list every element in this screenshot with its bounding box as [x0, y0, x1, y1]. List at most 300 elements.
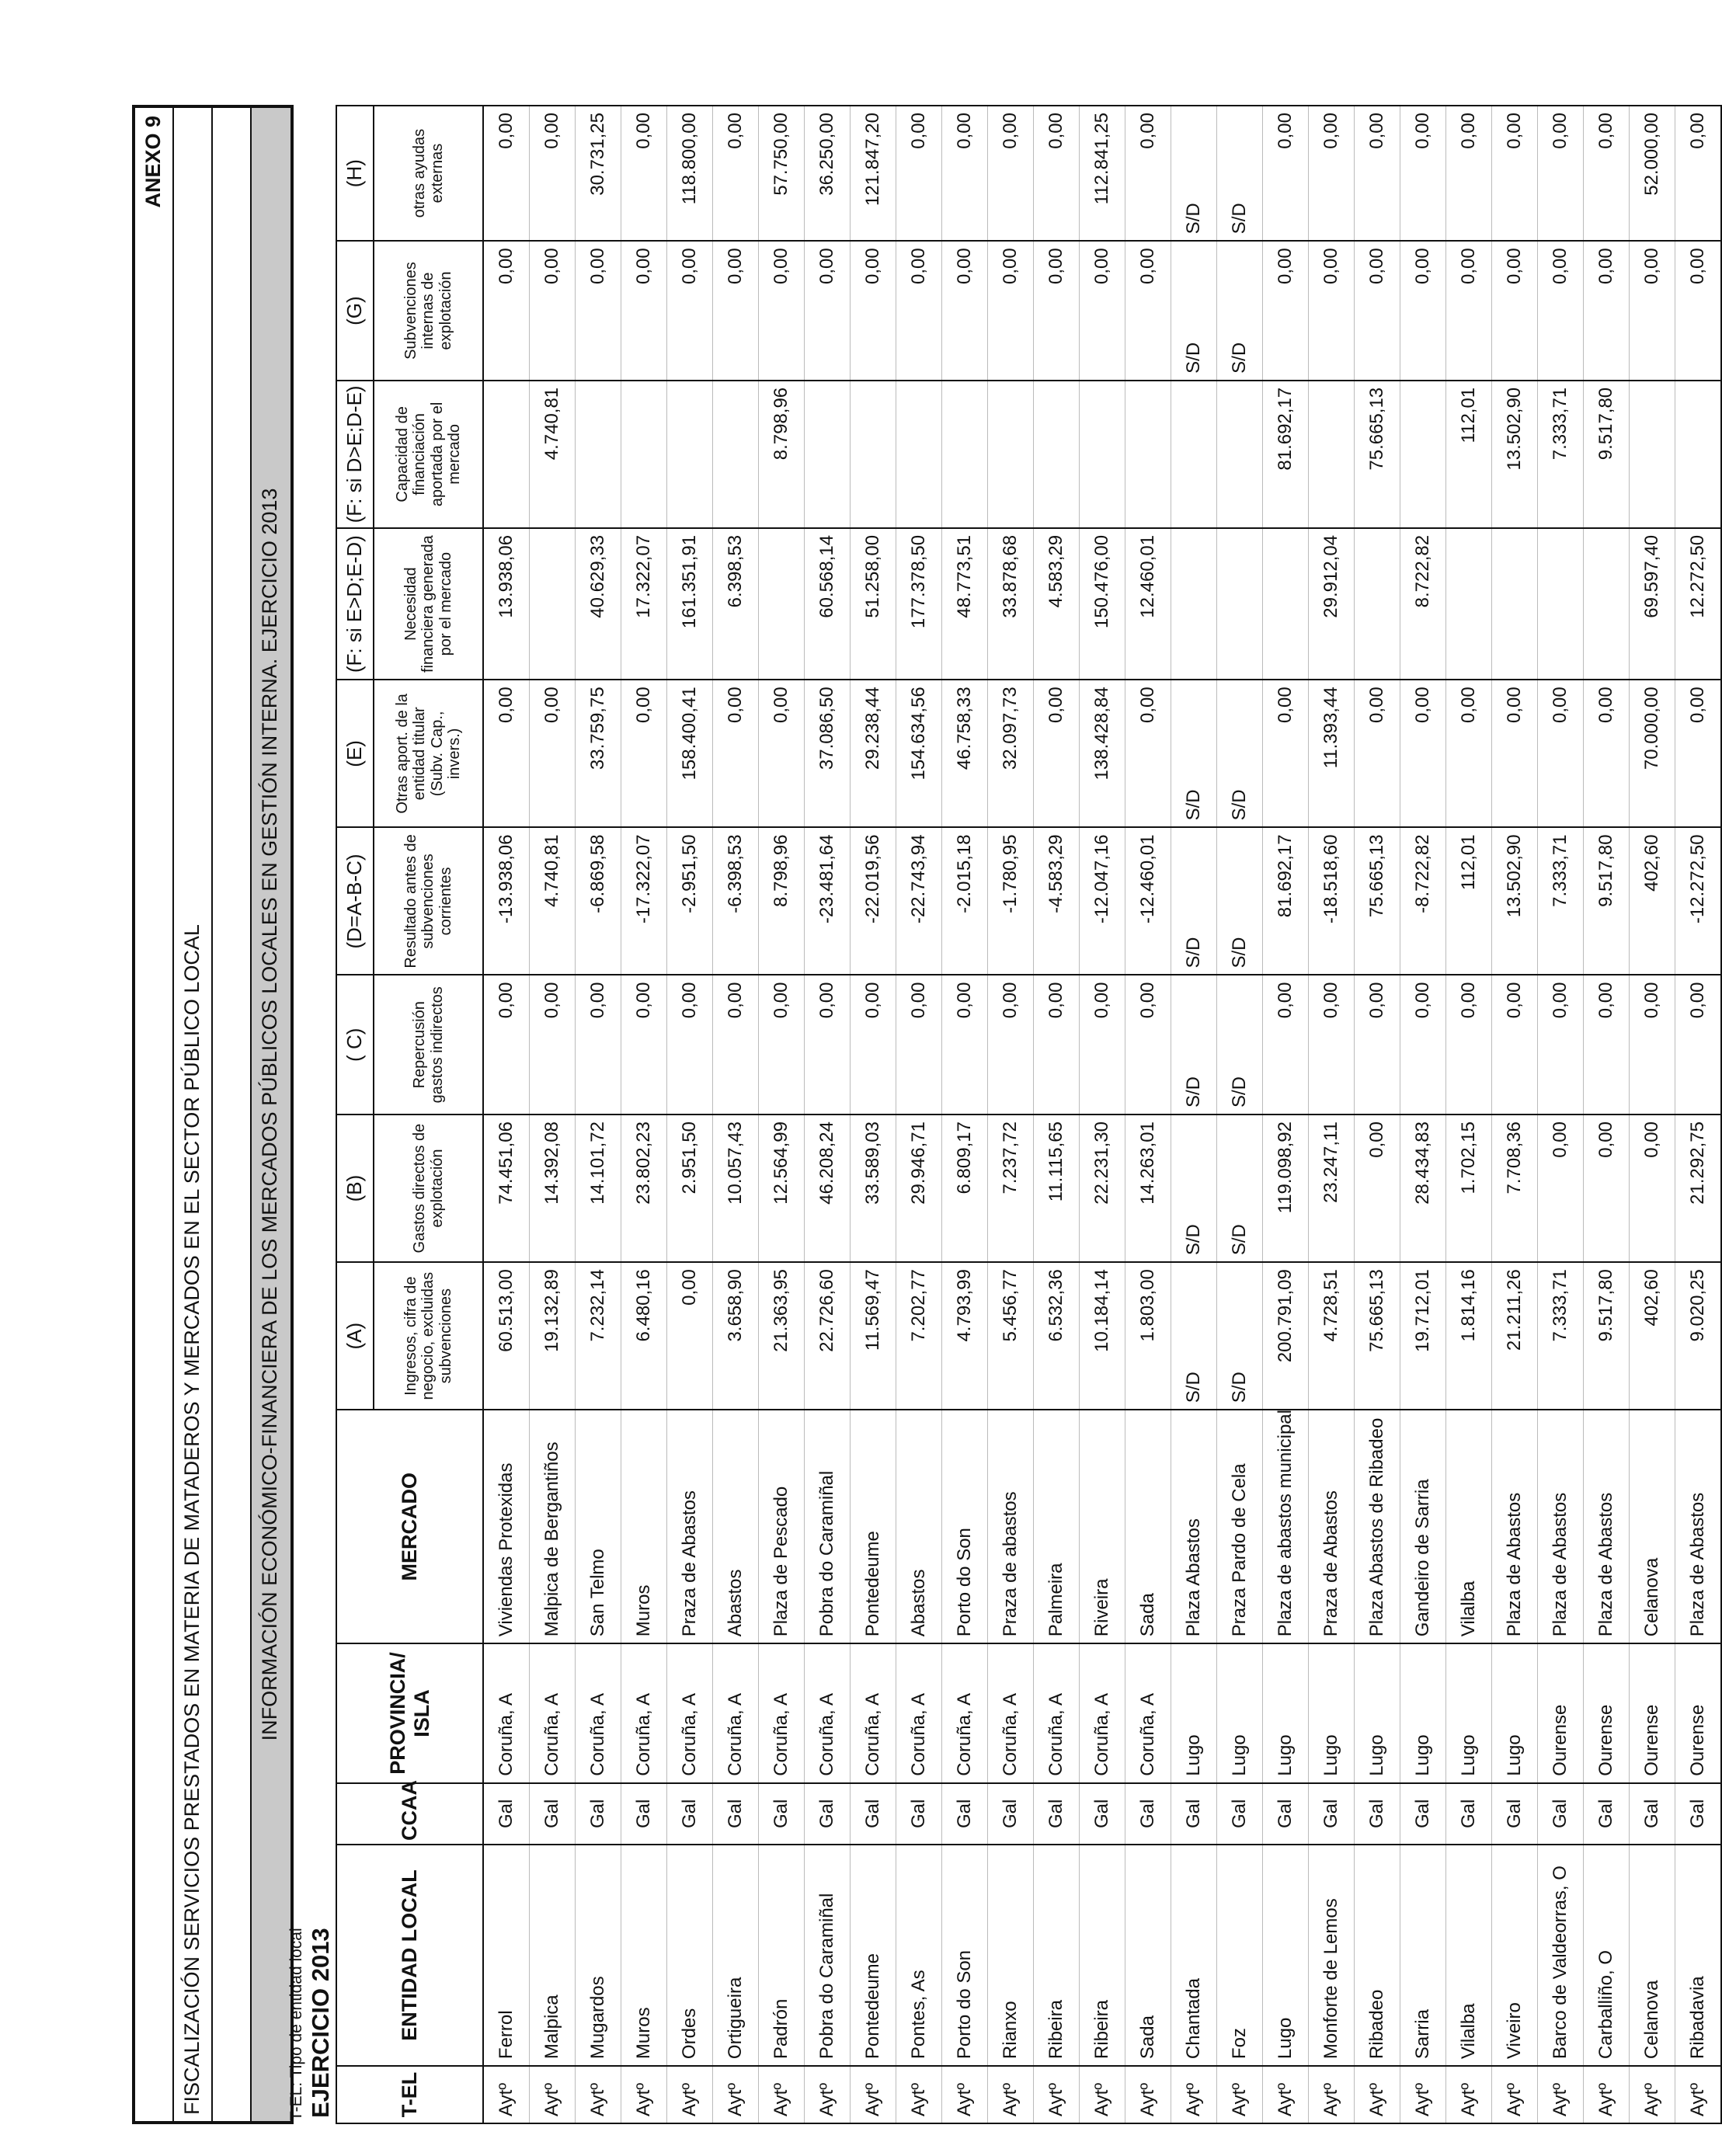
cell-b: 46.208,24	[805, 1115, 851, 1262]
cell-a: 21.363,95	[759, 1262, 805, 1410]
cell-f2	[942, 381, 988, 528]
cell-f2	[988, 381, 1034, 528]
cell-a: 7.232,14	[576, 1262, 621, 1410]
table-row	[759, 106, 805, 2123]
cell-ccaa: Gal	[1400, 1783, 1446, 1845]
cell-c: 0,00	[896, 975, 942, 1115]
cell-a: 3.658,90	[713, 1262, 759, 1410]
cell-b: 6.809,17	[942, 1115, 988, 1262]
cell-entidad: Sada	[1125, 1845, 1171, 2066]
cell-entidad: Foz	[1217, 1845, 1263, 2066]
cell-ccaa: Gal	[1538, 1783, 1584, 1845]
cell-entidad: Carballiño, O	[1584, 1845, 1630, 2066]
cell-ccaa: Gal	[1217, 1783, 1263, 1845]
cell-mercado: Praza de abastos	[988, 1410, 1034, 1643]
cell-tel: Aytº	[1309, 2066, 1355, 2123]
cell-mercado: Plaza de Abastos	[1675, 1410, 1722, 1643]
cell-provincia: Coruña, A	[942, 1643, 988, 1783]
cell-c: 0,00	[1400, 975, 1446, 1115]
cell-f2: 8.798,96	[759, 381, 805, 528]
tel-note: T-EL: Tipo de entidad local	[287, 1928, 305, 2121]
table-row	[851, 106, 896, 2123]
cell-f1: 51.258,00	[851, 528, 896, 680]
cell-b: 0,00	[1584, 1115, 1630, 1262]
cell-ccaa: Gal	[1125, 1783, 1171, 1845]
cell-e: S/D	[1171, 680, 1217, 827]
cell-tel: Aytº	[1355, 2066, 1400, 2123]
cell-c: 0,00	[988, 975, 1034, 1115]
cell-e: 0,00	[1446, 680, 1492, 827]
cell-provincia: Coruña, A	[530, 1643, 576, 1783]
cell-entidad: Porto do Son	[942, 1845, 988, 2066]
cell-provincia: Lugo	[1263, 1643, 1309, 1783]
cell-g: 0,00	[942, 241, 988, 381]
cell-f1: 13.938,06	[483, 528, 530, 680]
cell-mercado: Abastos	[896, 1410, 942, 1643]
cell-f2	[851, 381, 896, 528]
cell-f1: 60.568,14	[805, 528, 851, 680]
cell-ccaa: Gal	[1080, 1783, 1125, 1845]
cell-e: 0,00	[621, 680, 667, 827]
table-body	[483, 106, 1721, 2123]
cell-e: 0,00	[1034, 680, 1080, 827]
cell-provincia: Coruña, A	[667, 1643, 713, 1783]
cell-c: 0,00	[1492, 975, 1538, 1115]
cell-ccaa: Gal	[759, 1783, 805, 1845]
cell-e: 70.000,00	[1630, 680, 1675, 827]
cell-entidad: Barco de Valdeorras, O	[1538, 1845, 1584, 2066]
cell-g: 0,00	[1309, 241, 1355, 381]
annex-row	[135, 108, 174, 2121]
cell-b: 0,00	[1538, 1115, 1584, 1262]
cell-b: 14.392,08	[530, 1115, 576, 1262]
cell-tel: Aytº	[1125, 2066, 1171, 2123]
cell-e: 11.393,44	[1309, 680, 1355, 827]
col-entidad-header: ENTIDAD LOCAL	[336, 1845, 483, 2066]
cell-d: -13.938,06	[483, 827, 530, 975]
table-row	[483, 106, 530, 2123]
col-letter-g: (G)	[336, 241, 374, 381]
col-letter-c: ( C)	[336, 975, 374, 1115]
cell-h: 52.000,00	[1630, 106, 1675, 241]
cell-b: 23.802,23	[621, 1115, 667, 1262]
cell-a: 75.665,13	[1355, 1262, 1400, 1410]
cell-provincia: Coruña, A	[621, 1643, 667, 1783]
cell-b: 28.434,83	[1400, 1115, 1446, 1262]
report-title: FISCALIZACIÓN SERVICIOS PRESTADOS EN MATERIA DE MATADEROS Y MERCADOS EN EL SECTOR PÚBLICO LOCAL	[180, 924, 204, 2115]
cell-a: 4.728,51	[1309, 1262, 1355, 1410]
cell-g: 0,00	[805, 241, 851, 381]
cell-tel: Aytº	[851, 2066, 896, 2123]
cell-g: 0,00	[1034, 241, 1080, 381]
cell-mercado: Abastos	[713, 1410, 759, 1643]
cell-e: 46.758,33	[942, 680, 988, 827]
table-row	[713, 106, 759, 2123]
cell-f1	[1263, 528, 1309, 680]
cell-f1: 150.476,00	[1080, 528, 1125, 680]
cell-g: 0,00	[1355, 241, 1400, 381]
cell-entidad: Ortigueira	[713, 1845, 759, 2066]
cell-d: -6.869,58	[576, 827, 621, 975]
cell-f1: 29.912,04	[1309, 528, 1355, 680]
cell-a: S/D	[1217, 1262, 1263, 1410]
cell-a: 19.712,01	[1400, 1262, 1446, 1410]
cell-entidad: Pontes, As	[896, 1845, 942, 2066]
cell-entidad: Ferrol	[483, 1845, 530, 2066]
cell-d: -2.015,18	[942, 827, 988, 975]
cell-d: -6.398,53	[713, 827, 759, 975]
cell-d: -12.460,01	[1125, 827, 1171, 975]
table-row	[576, 106, 621, 2123]
cell-b: 74.451,06	[483, 1115, 530, 1262]
cell-e: 0,00	[1584, 680, 1630, 827]
cell-provincia: Lugo	[1309, 1643, 1355, 1783]
cell-mercado: Vilalba	[1446, 1410, 1492, 1643]
cell-d: S/D	[1171, 827, 1217, 975]
cell-a: 6.480,16	[621, 1262, 667, 1410]
table-row	[1675, 106, 1722, 2123]
cell-mercado: Viviendas Protexidas	[483, 1410, 530, 1643]
cell-c: 0,00	[1125, 975, 1171, 1115]
col-letter-b: (B)	[336, 1115, 374, 1262]
cell-tel: Aytº	[988, 2066, 1034, 2123]
cell-tel: Aytº	[1080, 2066, 1125, 2123]
cell-provincia: Ourense	[1630, 1643, 1675, 1783]
cell-mercado: Plaza de Abastos	[1584, 1410, 1630, 1643]
cell-f2: 9.517,80	[1584, 381, 1630, 528]
cell-f1: 40.629,33	[576, 528, 621, 680]
cell-e: 0,00	[1492, 680, 1538, 827]
cell-b: 33.589,03	[851, 1115, 896, 1262]
col-mercado-header: MERCADO	[336, 1410, 483, 1643]
col-letter-a: (A)	[336, 1262, 374, 1410]
cell-c: 0,00	[483, 975, 530, 1115]
cell-provincia: Coruña, A	[576, 1643, 621, 1783]
cell-f2	[1080, 381, 1125, 528]
cell-d: 4.740,81	[530, 827, 576, 975]
market-table	[336, 105, 1722, 2124]
cell-mercado: Plaza Abastos de Ribadeo	[1355, 1410, 1400, 1643]
cell-ccaa: Gal	[1675, 1783, 1722, 1845]
cell-h: 0,00	[942, 106, 988, 241]
cell-g: 0,00	[759, 241, 805, 381]
cell-ccaa: Gal	[530, 1783, 576, 1845]
cell-f2	[805, 381, 851, 528]
cell-c: 0,00	[1309, 975, 1355, 1115]
cell-b: S/D	[1217, 1115, 1263, 1262]
cell-tel: Aytº	[1630, 2066, 1675, 2123]
cell-c: 0,00	[759, 975, 805, 1115]
cell-h: 0,00	[1263, 106, 1309, 241]
cell-e: 0,00	[713, 680, 759, 827]
cell-c: 0,00	[530, 975, 576, 1115]
table-row	[1538, 106, 1584, 2123]
cell-f1: 17.322,07	[621, 528, 667, 680]
rotated-page	[132, 105, 1708, 2124]
table-row	[1630, 106, 1675, 2123]
cell-ccaa: Gal	[1584, 1783, 1630, 1845]
cell-h: 0,00	[530, 106, 576, 241]
cell-provincia: Coruña, A	[896, 1643, 942, 1783]
col-desc-c: Repercusión gastos indirectos	[374, 975, 483, 1115]
cell-tel: Aytº	[1538, 2066, 1584, 2123]
cell-entidad: Sarria	[1400, 1845, 1446, 2066]
cell-c: S/D	[1217, 975, 1263, 1115]
cell-f1: 48.773,51	[942, 528, 988, 680]
cell-a: 10.184,14	[1080, 1262, 1125, 1410]
cell-ccaa: Gal	[805, 1783, 851, 1845]
cell-b: 11.115,65	[1034, 1115, 1080, 1262]
col-desc-b: Gastos directos de explotación	[374, 1115, 483, 1262]
cell-provincia: Coruña, A	[805, 1643, 851, 1783]
cell-b: 0,00	[1630, 1115, 1675, 1262]
cell-c: 0,00	[667, 975, 713, 1115]
cell-tel: Aytº	[759, 2066, 805, 2123]
cell-g: S/D	[1217, 241, 1263, 381]
cell-h: 0,00	[988, 106, 1034, 241]
cell-tel: Aytº	[1034, 2066, 1080, 2123]
cell-provincia: Lugo	[1400, 1643, 1446, 1783]
table-row	[1080, 106, 1125, 2123]
cell-e: 37.086,50	[805, 680, 851, 827]
cell-provincia: Ourense	[1538, 1643, 1584, 1783]
cell-provincia: Coruña, A	[851, 1643, 896, 1783]
cell-g: 0,00	[1446, 241, 1492, 381]
cell-d: 75.665,13	[1355, 827, 1400, 975]
cell-ccaa: Gal	[576, 1783, 621, 1845]
cell-tel: Aytº	[1217, 2066, 1263, 2123]
cell-entidad: Viveiro	[1492, 1845, 1538, 2066]
cell-f1	[1446, 528, 1492, 680]
cell-entidad: Vilalba	[1446, 1845, 1492, 2066]
cell-f1: 6.398,53	[713, 528, 759, 680]
cell-h: S/D	[1217, 106, 1263, 241]
cell-tel: Aytº	[1584, 2066, 1630, 2123]
cell-f1	[1492, 528, 1538, 680]
cell-mercado: Plaza de Pescado	[759, 1410, 805, 1643]
cell-entidad: Ordes	[667, 1845, 713, 2066]
cell-h: 0,00	[1492, 106, 1538, 241]
cell-h: 0,00	[1125, 106, 1171, 241]
table-row	[1217, 106, 1263, 2123]
table-row	[1492, 106, 1538, 2123]
cell-mercado: Pontedeume	[851, 1410, 896, 1643]
cell-b: 12.564,99	[759, 1115, 805, 1262]
cell-d: -1.780,95	[988, 827, 1034, 975]
cell-b: 10.057,43	[713, 1115, 759, 1262]
cell-f2	[1630, 381, 1675, 528]
cell-entidad: Padrón	[759, 1845, 805, 2066]
cell-provincia: Coruña, A	[1125, 1643, 1171, 1783]
cell-a: 1.803,00	[1125, 1262, 1171, 1410]
cell-f2: 75.665,13	[1355, 381, 1400, 528]
cell-g: 0,00	[1492, 241, 1538, 381]
cell-d: -17.322,07	[621, 827, 667, 975]
cell-h: 121.847,20	[851, 106, 896, 241]
cell-c: 0,00	[1446, 975, 1492, 1115]
cell-entidad: Ribeira	[1080, 1845, 1125, 2066]
table-row	[805, 106, 851, 2123]
cell-f2	[1309, 381, 1355, 528]
cell-mercado: Pobra do Caramiñal	[805, 1410, 851, 1643]
cell-h: 0,00	[1034, 106, 1080, 241]
cell-tel: Aytº	[667, 2066, 713, 2123]
col-desc-h: otras ayudas externas	[374, 106, 483, 241]
cell-f1: 12.272,50	[1675, 528, 1722, 680]
table-row	[1171, 106, 1217, 2123]
cell-d: S/D	[1217, 827, 1263, 975]
col-letter-d: (D=A-B-C)	[336, 827, 374, 975]
table-row	[1584, 106, 1630, 2123]
cell-g: 0,00	[1263, 241, 1309, 381]
cell-tel: Aytº	[805, 2066, 851, 2123]
cell-d: -18.518,60	[1309, 827, 1355, 975]
cell-mercado: Celanova	[1630, 1410, 1675, 1643]
col-desc-a: Ingresos, cifra de negocio, excluidas subvenciones	[374, 1262, 483, 1410]
cell-a: 1.814,16	[1446, 1262, 1492, 1410]
cell-f2	[1400, 381, 1446, 528]
col-letter-h: (H)	[336, 106, 374, 241]
cell-e: 0,00	[483, 680, 530, 827]
cell-b: 23.247,11	[1309, 1115, 1355, 1262]
cell-f2	[483, 381, 530, 528]
cell-f1	[759, 528, 805, 680]
cell-e: 154.634,56	[896, 680, 942, 827]
cell-b: 7.708,36	[1492, 1115, 1538, 1262]
cell-tel: Aytº	[1492, 2066, 1538, 2123]
cell-g: S/D	[1171, 241, 1217, 381]
cell-c: 0,00	[576, 975, 621, 1115]
cell-f2	[667, 381, 713, 528]
cell-f1	[1538, 528, 1584, 680]
cell-provincia: Coruña, A	[713, 1643, 759, 1783]
cell-h: 0,00	[483, 106, 530, 241]
cell-ccaa: Gal	[713, 1783, 759, 1845]
cell-mercado: Plaza de Abastos	[1538, 1410, 1584, 1643]
cell-d: -2.951,50	[667, 827, 713, 975]
col-letter-e: (E)	[336, 680, 374, 827]
cell-g: 0,00	[988, 241, 1034, 381]
cell-e: 33.759,75	[576, 680, 621, 827]
cell-mercado: Praza Pardo de Cela	[1217, 1410, 1263, 1643]
cell-f1	[530, 528, 576, 680]
cell-f1: 33.878,68	[988, 528, 1034, 680]
header-box	[132, 105, 294, 2124]
table-row	[1125, 106, 1171, 2123]
cell-c: 0,00	[713, 975, 759, 1115]
cell-d: 8.798,96	[759, 827, 805, 975]
cell-f1	[1171, 528, 1217, 680]
cell-mercado: Muros	[621, 1410, 667, 1643]
cell-entidad: Pontedeume	[851, 1845, 896, 2066]
cell-ccaa: Gal	[1446, 1783, 1492, 1845]
cell-f1: 177.378,50	[896, 528, 942, 680]
cell-h: 0,00	[1400, 106, 1446, 241]
cell-h: 30.731,25	[576, 106, 621, 241]
cell-ccaa: Gal	[1034, 1783, 1080, 1845]
cell-c: 0,00	[1263, 975, 1309, 1115]
cell-h: 0,00	[713, 106, 759, 241]
cell-f1: 161.351,91	[667, 528, 713, 680]
cell-a: 0,00	[667, 1262, 713, 1410]
cell-entidad: Celanova	[1630, 1845, 1675, 2066]
subtitle-row	[252, 108, 290, 2121]
cell-f2: 81.692,17	[1263, 381, 1309, 528]
cell-provincia: Lugo	[1171, 1643, 1217, 1783]
cell-f2	[621, 381, 667, 528]
cell-b: 2.951,50	[667, 1115, 713, 1262]
cell-entidad: Ribeira	[1034, 1845, 1080, 2066]
cell-c: 0,00	[1034, 975, 1080, 1115]
cell-b: 21.292,75	[1675, 1115, 1722, 1262]
cell-e: 0,00	[1125, 680, 1171, 827]
cell-g: 0,00	[576, 241, 621, 381]
cell-c: 0,00	[1080, 975, 1125, 1115]
cell-a: 7.202,77	[896, 1262, 942, 1410]
cell-e: 0,00	[1355, 680, 1400, 827]
col-letter-f2: (F: si D>E;D-E)	[336, 381, 374, 528]
cell-g: 0,00	[667, 241, 713, 381]
cell-g: 0,00	[1538, 241, 1584, 381]
cell-a: 402,60	[1630, 1262, 1675, 1410]
table-row	[1400, 106, 1446, 2123]
cell-entidad: Malpica	[530, 1845, 576, 2066]
cell-g: 0,00	[1630, 241, 1675, 381]
cell-b: S/D	[1171, 1115, 1217, 1262]
title-row	[174, 108, 213, 2121]
cell-ccaa: Gal	[988, 1783, 1034, 1845]
cell-ccaa: Gal	[621, 1783, 667, 1845]
cell-f2	[576, 381, 621, 528]
cell-d: -22.743,94	[896, 827, 942, 975]
table-row	[988, 106, 1034, 2123]
cell-g: 0,00	[1080, 241, 1125, 381]
cell-provincia: Coruña, A	[759, 1643, 805, 1783]
cell-e: 29.238,44	[851, 680, 896, 827]
cell-d: 402,60	[1630, 827, 1675, 975]
cell-f2	[1171, 381, 1217, 528]
cell-a: S/D	[1171, 1262, 1217, 1410]
table-row	[621, 106, 667, 2123]
cell-b: 0,00	[1355, 1115, 1400, 1262]
cell-a: 60.513,00	[483, 1262, 530, 1410]
cell-d: -12.272,50	[1675, 827, 1722, 975]
cell-c: 0,00	[1355, 975, 1400, 1115]
cell-a: 4.793,99	[942, 1262, 988, 1410]
col-ccaa-header: CCAA	[336, 1783, 483, 1845]
cell-d: -22.019,56	[851, 827, 896, 975]
cell-tel: Aytº	[713, 2066, 759, 2123]
cell-ccaa: Gal	[483, 1783, 530, 1845]
cell-provincia: Lugo	[1217, 1643, 1263, 1783]
table-row	[942, 106, 988, 2123]
annex-label: ANEXO 9	[141, 116, 165, 208]
cell-e: 0,00	[1400, 680, 1446, 827]
cell-tel: Aytº	[1675, 2066, 1722, 2123]
cell-ccaa: Gal	[896, 1783, 942, 1845]
cell-b: 1.702,15	[1446, 1115, 1492, 1262]
cell-tel: Aytº	[1171, 2066, 1217, 2123]
cell-b: 14.101,72	[576, 1115, 621, 1262]
cell-f1	[1217, 528, 1263, 680]
cell-f2	[1675, 381, 1722, 528]
cell-b: 119.098,92	[1263, 1115, 1309, 1262]
cell-f2	[713, 381, 759, 528]
cell-entidad: Lugo	[1263, 1845, 1309, 2066]
cell-ccaa: Gal	[1263, 1783, 1309, 1845]
cell-mercado: Plaza de Abastos	[1492, 1410, 1538, 1643]
cell-g: 0,00	[621, 241, 667, 381]
